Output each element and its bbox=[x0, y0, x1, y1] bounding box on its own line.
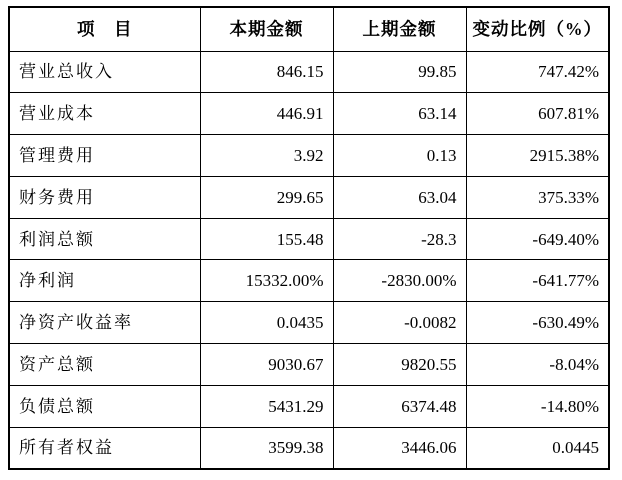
cell-prior-amount: 9820.55 bbox=[333, 344, 466, 386]
row-label: 所有者权益 bbox=[9, 427, 200, 469]
table-row bbox=[9, 344, 609, 386]
row-label: 营业总收入 bbox=[9, 51, 200, 93]
cell-current-amount: 9030.67 bbox=[200, 344, 333, 386]
cell-current-amount: 15332.00% bbox=[200, 260, 333, 302]
table-row bbox=[9, 135, 609, 177]
cell-change-ratio: 375.33% bbox=[466, 176, 609, 218]
row-label: 管理费用 bbox=[9, 135, 200, 177]
row-label: 净利润 bbox=[9, 260, 200, 302]
table-row bbox=[9, 51, 609, 93]
cell-change-ratio: -649.40% bbox=[466, 218, 609, 260]
cell-prior-amount: -28.3 bbox=[333, 218, 466, 260]
row-label: 负债总额 bbox=[9, 385, 200, 427]
table-row bbox=[9, 385, 609, 427]
cell-prior-amount: 63.14 bbox=[333, 93, 466, 135]
cell-change-ratio: -8.04% bbox=[466, 344, 609, 386]
cell-prior-amount: 99.85 bbox=[333, 51, 466, 93]
table-row bbox=[9, 302, 609, 344]
cell-prior-amount: 0.13 bbox=[333, 135, 466, 177]
cell-prior-amount: 3446.06 bbox=[333, 427, 466, 469]
table-row bbox=[9, 218, 609, 260]
cell-prior-amount: 63.04 bbox=[333, 176, 466, 218]
header-prior-amount: 上期金额 bbox=[333, 7, 466, 51]
cell-change-ratio: 0.0445 bbox=[466, 427, 609, 469]
table-header-row bbox=[9, 7, 609, 51]
row-label: 资产总额 bbox=[9, 344, 200, 386]
cell-change-ratio: -641.77% bbox=[466, 260, 609, 302]
cell-prior-amount: 6374.48 bbox=[333, 385, 466, 427]
cell-current-amount: 446.91 bbox=[200, 93, 333, 135]
cell-current-amount: 155.48 bbox=[200, 218, 333, 260]
header-item: 项 目 bbox=[9, 7, 200, 51]
table-row bbox=[9, 93, 609, 135]
header-current-amount: 本期金额 bbox=[200, 7, 333, 51]
cell-change-ratio: -630.49% bbox=[466, 302, 609, 344]
cell-current-amount: 3599.38 bbox=[200, 427, 333, 469]
cell-current-amount: 3.92 bbox=[200, 135, 333, 177]
row-label: 净资产收益率 bbox=[9, 302, 200, 344]
table-row bbox=[9, 427, 609, 469]
cell-current-amount: 846.15 bbox=[200, 51, 333, 93]
cell-change-ratio: 607.81% bbox=[466, 93, 609, 135]
cell-prior-amount: -0.0082 bbox=[333, 302, 466, 344]
cell-change-ratio: 2915.38% bbox=[466, 135, 609, 177]
header-change-ratio: 变动比例（%） bbox=[466, 7, 609, 51]
cell-prior-amount: -2830.00% bbox=[333, 260, 466, 302]
cell-change-ratio: 747.42% bbox=[466, 51, 609, 93]
table-row bbox=[9, 176, 609, 218]
row-label: 利润总额 bbox=[9, 218, 200, 260]
row-label: 财务费用 bbox=[9, 176, 200, 218]
table-row bbox=[9, 260, 609, 302]
cell-current-amount: 5431.29 bbox=[200, 385, 333, 427]
cell-current-amount: 299.65 bbox=[200, 176, 333, 218]
financial-comparison-table bbox=[8, 6, 610, 470]
cell-change-ratio: -14.80% bbox=[466, 385, 609, 427]
cell-current-amount: 0.0435 bbox=[200, 302, 333, 344]
row-label: 营业成本 bbox=[9, 93, 200, 135]
